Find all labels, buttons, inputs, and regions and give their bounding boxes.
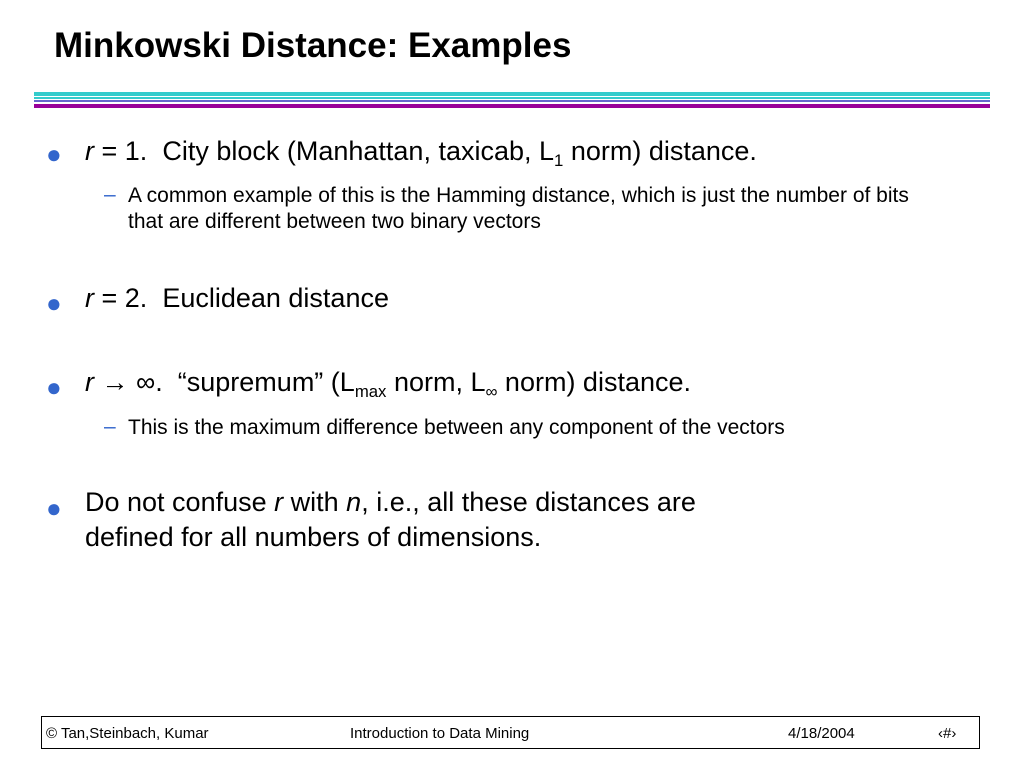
operator: = [94, 136, 125, 166]
bullet-dot-icon: ● [46, 493, 62, 523]
subscript: max [354, 381, 387, 401]
bullet-3-text [85, 365, 691, 403]
title-rule-blue [34, 100, 990, 102]
bullet-4-tail: , i.e., all these distances are [361, 487, 696, 517]
bullet-4-mid: with [283, 487, 347, 517]
operator: → [94, 367, 137, 397]
variable-r: r [85, 367, 94, 397]
variable-r: r [85, 283, 94, 313]
sub-bullet-dash-icon: – [104, 183, 116, 206]
bullet-3-tail: norm) distance. [497, 367, 691, 397]
sub-bullet-3-text: This is the maximum difference between any component of the vectors [128, 416, 785, 439]
bullet-4-line2: defined for all numbers of dimensions. [85, 522, 542, 553]
slide-title: Minkowski Distance: Examples [54, 26, 572, 65]
title-rule-cyan [34, 92, 990, 96]
variable-n: n [346, 487, 362, 517]
bullet-2-text [85, 281, 389, 316]
footer-date: 4/18/2004 [788, 725, 855, 742]
bullet-dot-icon: ● [46, 288, 62, 318]
bullet-3-mid: norm, L [386, 367, 486, 397]
sub-bullet-dash-icon: – [104, 415, 116, 438]
variable-r: r [85, 136, 94, 166]
footer-course: Introduction to Data Mining [350, 725, 530, 742]
footer-page-number: ‹#› [938, 725, 957, 742]
bullet-dot-icon: ● [46, 139, 62, 169]
bullet-2-main: Euclidean distance [162, 283, 389, 313]
bullet-1-text [85, 134, 757, 172]
subscript-infinity: ∞ [485, 381, 498, 401]
bullet-dot-icon: ● [46, 372, 62, 402]
variable-r: r [274, 487, 284, 517]
footer-copyright: © Tan,Steinbach, Kumar [46, 725, 209, 742]
operator: = [94, 283, 125, 313]
subscript: 1 [554, 150, 564, 170]
bullet-4-text [85, 485, 696, 555]
r-value: 1. [124, 136, 148, 166]
bullet-4-pre: Do not confuse [85, 487, 275, 517]
title-rule-cyan-thin [34, 97, 990, 99]
r-value: 2. [124, 283, 148, 313]
title-rule-purple [34, 104, 990, 108]
bullet-3-main: “supremum” (L [177, 367, 355, 397]
bullet-1-main: City block (Manhattan, taxicab, L [162, 136, 555, 166]
r-value: ∞. [136, 367, 163, 397]
slide-footer [41, 716, 980, 749]
sub-bullet-1-text: A common example of this is the Hamming distance, which is just the number of bits that are different between two binary vectors [128, 184, 909, 233]
bullet-1-tail: norm) distance. [563, 136, 757, 166]
